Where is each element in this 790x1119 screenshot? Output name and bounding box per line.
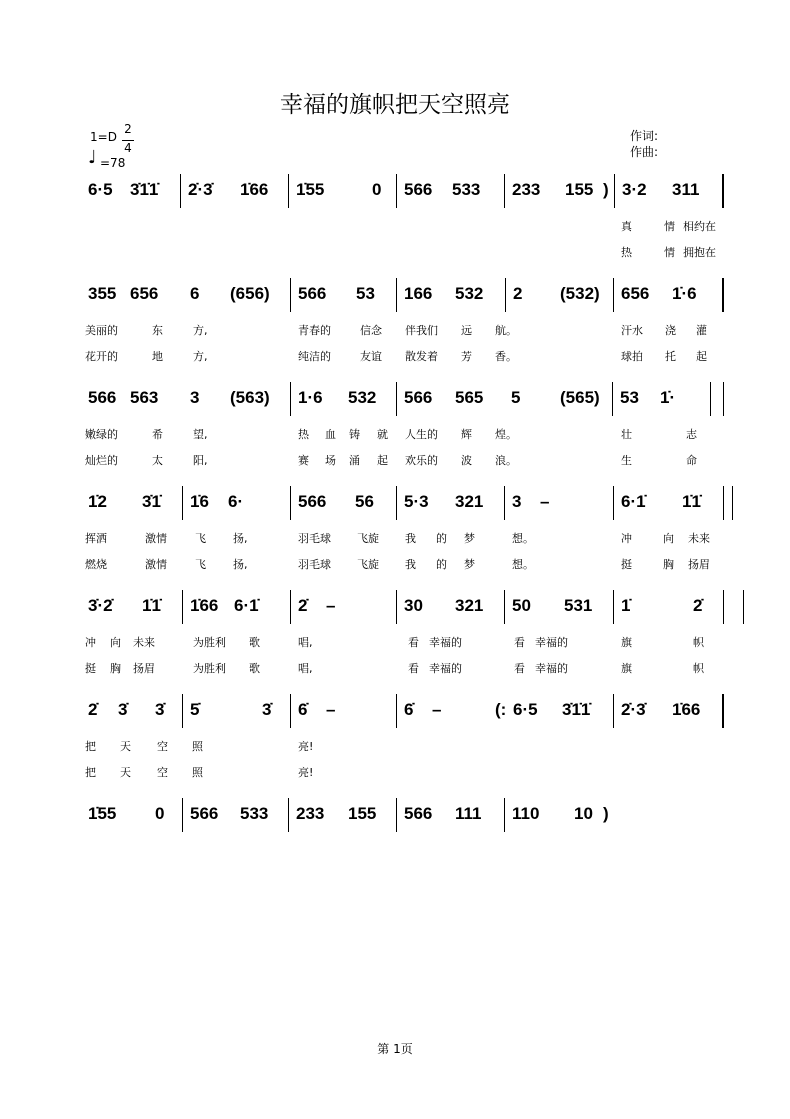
lyric-word: 壮: [621, 428, 632, 441]
lyric-word: 歌: [249, 662, 260, 675]
note-group: 2̇: [693, 596, 703, 615]
lyric-word: 挥洒: [85, 532, 107, 545]
lyric-word: 生: [621, 454, 632, 467]
lyric-word: 浪。: [495, 454, 517, 467]
lyric-word: 把: [85, 740, 96, 753]
note-group: 6·: [228, 492, 244, 511]
bar-line: [290, 278, 291, 312]
lyric-word: 欢乐的: [405, 454, 438, 467]
notation-line: [0, 484, 790, 524]
bar-line: [504, 174, 505, 208]
lyric-word: 伴我们: [405, 324, 438, 337]
lyric-word: 相约在: [683, 220, 716, 233]
lyric-word: 散发着: [405, 350, 438, 363]
page-number: 第 1页: [377, 1042, 413, 1056]
lyric-word: 飞: [195, 558, 206, 571]
note-group: –: [432, 700, 442, 719]
note-group: 5: [511, 388, 521, 407]
lyric-line-1: [0, 218, 790, 234]
lyric-word: 方,: [193, 324, 208, 337]
lyric-word: 纯洁的: [298, 350, 331, 363]
bar-line: [290, 486, 291, 520]
lyricist-label: 作词:: [630, 129, 659, 143]
note-group: 6·1̇: [621, 492, 646, 511]
bar-line: [396, 486, 397, 520]
lyric-word: 看: [514, 662, 525, 675]
note-group: 3·2: [622, 180, 647, 199]
lyric-word: 煌。: [495, 428, 517, 441]
lyric-word: 浇: [665, 324, 676, 337]
note-group: 5̇: [190, 700, 200, 719]
lyric-word: 波: [461, 454, 472, 467]
note-group: –: [326, 596, 336, 615]
note-group: 110: [512, 804, 540, 823]
note-group: 533: [452, 180, 481, 199]
lyric-line-1: [0, 426, 790, 442]
note-group: (565): [560, 388, 600, 407]
lyric-word: 天: [120, 740, 131, 753]
bar-line: [396, 174, 397, 208]
lyric-word: 望,: [193, 428, 208, 441]
lyric-word: 热: [298, 428, 309, 441]
bar-line: [505, 278, 506, 312]
note-group: 166: [404, 284, 433, 303]
note-group: 3̇1̇1̇: [130, 180, 159, 199]
lyric-word: 起: [377, 454, 388, 467]
lyric-word: 信念: [360, 324, 382, 337]
lyric-line-2: [0, 452, 790, 468]
note-group: 566: [404, 804, 433, 823]
lyric-line-2: [0, 244, 790, 260]
bar-line: [732, 486, 733, 520]
lyric-word: 热: [621, 246, 632, 259]
lyric-word: 冲: [621, 532, 632, 545]
note-group: 6: [190, 284, 200, 303]
note-group: 1̇55: [88, 804, 117, 823]
lyric-word: 花开的: [85, 350, 118, 363]
bar-line: [396, 382, 397, 416]
note-group: 1̇6: [190, 492, 209, 511]
note-group: 565: [455, 388, 484, 407]
bar-line: [288, 174, 289, 208]
note-group: 1̇1̇: [142, 596, 161, 615]
lyric-word: 飞: [195, 532, 206, 545]
lyric-word: 歌: [249, 636, 260, 649]
lyric-word: 把: [85, 766, 96, 779]
lyric-word: 我: [405, 558, 416, 571]
note-group: 563: [130, 388, 159, 407]
lyric-word: 想。: [512, 558, 534, 571]
note-group: 2: [513, 284, 523, 303]
note-group: (:: [495, 700, 507, 719]
lyric-word: 激情: [145, 532, 167, 545]
bar-line: [723, 278, 724, 312]
bar-line: [182, 590, 183, 624]
lyric-word: 赛: [298, 454, 309, 467]
bar-line: [612, 382, 613, 416]
lyric-word: 看: [408, 662, 419, 675]
lyric-word: 飞旋: [357, 532, 379, 545]
lyric-word: 志: [686, 428, 697, 441]
note-group: 3̇: [262, 700, 272, 719]
note-group: 1̇66: [672, 700, 701, 719]
note-group: 355: [88, 284, 117, 303]
note-group: 531: [564, 596, 593, 615]
bar-line: [614, 174, 615, 208]
note-group: 1̇2: [88, 492, 107, 511]
lyric-word: 空: [157, 740, 168, 753]
note-group: 1̇·6: [672, 284, 697, 303]
lyric-word: 我: [405, 532, 416, 545]
notation-line: [0, 588, 790, 628]
note-group: (656): [230, 284, 270, 303]
lyric-line-2: [0, 348, 790, 364]
lyric-word: 旗: [621, 636, 632, 649]
lyric-word: 地: [152, 350, 163, 363]
note-group: 155: [348, 804, 377, 823]
notation-line: [0, 692, 790, 732]
lyric-word: 羽毛球: [298, 558, 331, 571]
lyric-word: 为胜利: [193, 662, 226, 675]
lyric-word: 胸: [110, 662, 121, 675]
bar-line: [613, 486, 614, 520]
note-group: 233: [512, 180, 541, 199]
note-group: 1̇·: [660, 388, 676, 407]
bar-line: [504, 486, 505, 520]
lyric-word: 场: [325, 454, 336, 467]
bar-line: [613, 278, 614, 312]
lyric-word: 燃烧: [85, 558, 107, 571]
lyric-word: 球拍: [621, 350, 643, 363]
lyric-word: 为胜利: [193, 636, 226, 649]
bar-line: [396, 278, 397, 312]
bar-line: [396, 694, 397, 728]
lyric-word: 空: [157, 766, 168, 779]
note-group: 155: [565, 180, 594, 199]
lyric-word: 扬,: [233, 532, 248, 545]
note-group: 566: [298, 284, 327, 303]
lyric-word: 挺: [85, 662, 96, 675]
bar-line: [710, 382, 711, 416]
lyric-word: 扬眉: [688, 558, 710, 571]
notation-line: [0, 796, 790, 836]
bar-line: [290, 590, 291, 624]
lyric-word: 向: [663, 532, 674, 545]
lyric-word: 帜: [693, 662, 704, 675]
lyric-word: 未来: [133, 636, 155, 649]
note-group: (563): [230, 388, 270, 407]
tempo-marking: =78: [100, 156, 126, 170]
lyric-word: 铸: [349, 428, 360, 441]
note-group: 566: [298, 492, 327, 511]
notation-line: [0, 380, 790, 420]
lyric-word: 情: [664, 220, 675, 233]
page-title: 幸福的旗帜把天空照亮: [280, 92, 510, 118]
note-group: 532: [455, 284, 484, 303]
lyric-word: 汗水: [621, 324, 643, 337]
lyric-word: 涌: [349, 454, 360, 467]
note-group: 566: [190, 804, 219, 823]
lyric-word: 起: [696, 350, 707, 363]
note-group: 6̇: [298, 700, 308, 719]
note-group: 2̇·3̇: [188, 180, 213, 199]
note-group: 566: [404, 388, 433, 407]
note-group: 111: [455, 804, 482, 823]
time-signature-denominator: 4: [124, 141, 132, 155]
bar-line: [723, 590, 724, 624]
note-group: –: [326, 700, 336, 719]
lyric-word: 航。: [495, 324, 517, 337]
lyric-word: 远: [461, 324, 472, 337]
lyric-word: 亮!: [298, 766, 314, 779]
lyric-word: 灌: [696, 324, 707, 337]
note-group: 566: [404, 180, 433, 199]
note-group: 1̇: [621, 596, 631, 615]
lyric-word: 人生的: [405, 428, 438, 441]
bar-line: [182, 798, 183, 832]
lyric-word: 唱,: [298, 636, 313, 649]
lyric-word: 命: [686, 454, 697, 467]
note-group: 3̇1̇: [142, 492, 161, 511]
note-group: (532): [560, 284, 600, 303]
note-group: 6·5: [88, 180, 113, 199]
quarter-note-icon: ♩: [88, 147, 97, 168]
bar-line: [288, 798, 289, 832]
note-group: 532: [348, 388, 377, 407]
lyric-word: 就: [377, 428, 388, 441]
lyric-word: 辉: [461, 428, 472, 441]
lyric-word: 青春的: [298, 324, 331, 337]
note-group: 6̇: [404, 700, 414, 719]
lyric-word: 挺: [621, 558, 632, 571]
lyric-word: 飞旋: [357, 558, 379, 571]
lyric-word: 嫩绿的: [85, 428, 118, 441]
composer-label: 作曲:: [630, 145, 659, 159]
note-group: –: [540, 492, 550, 511]
lyric-word: 向: [110, 636, 121, 649]
note-group: 5·3: [404, 492, 429, 511]
note-group: 50: [512, 596, 531, 615]
credits: [630, 128, 658, 160]
note-group: 10: [574, 804, 593, 823]
lyric-line-1: [0, 738, 790, 754]
bar-line: [723, 382, 724, 416]
lyric-word: 幸福的: [535, 662, 568, 675]
bar-line: [613, 590, 614, 624]
note-group: 321: [455, 492, 484, 511]
lyric-word: 照: [192, 766, 203, 779]
bar-line: [743, 590, 744, 624]
note-group: ): [603, 180, 609, 199]
lyric-word: 的: [436, 558, 447, 571]
lyric-word: 胸: [663, 558, 674, 571]
lyric-word: 情: [664, 246, 675, 259]
lyric-word: 太: [152, 454, 163, 467]
lyric-word: 激情: [145, 558, 167, 571]
notation-line: [0, 172, 790, 212]
notation-line: [0, 276, 790, 316]
lyric-word: 托: [665, 350, 676, 363]
lyric-word: 希: [152, 428, 163, 441]
note-group: 3̇: [155, 700, 165, 719]
bar-line: [182, 486, 183, 520]
lyric-word: 扬,: [233, 558, 248, 571]
lyric-word: 看: [408, 636, 419, 649]
lyric-line-1: [0, 634, 790, 650]
lyric-word: 羽毛球: [298, 532, 331, 545]
bar-line: [290, 694, 291, 728]
note-group: 233: [296, 804, 325, 823]
lyric-word: 香。: [495, 350, 517, 363]
lyric-word: 想。: [512, 532, 534, 545]
bar-line: [180, 174, 181, 208]
note-group: 6·5: [513, 700, 538, 719]
note-group: 3: [190, 388, 200, 407]
bar-line: [723, 486, 724, 520]
note-group: 1̇55: [296, 180, 325, 199]
note-group: 53: [356, 284, 375, 303]
note-group: 533: [240, 804, 269, 823]
bar-line: [182, 694, 183, 728]
note-group: 3̇·2̇: [88, 596, 113, 615]
lyric-word: 真: [621, 220, 632, 233]
lyric-word: 幸福的: [429, 662, 462, 675]
note-group: 3̇1̇1̇: [562, 700, 591, 719]
bar-line: [504, 590, 505, 624]
lyric-word: 梦: [464, 558, 475, 571]
lyric-word: 拥抱在: [683, 246, 716, 259]
bar-line: [290, 382, 291, 416]
lyric-word: 未来: [688, 532, 710, 545]
lyric-line-1: [0, 530, 790, 546]
key-signature: 1=D: [90, 130, 117, 144]
lyric-word: 帜: [693, 636, 704, 649]
lyric-word: 美丽的: [85, 324, 118, 337]
note-group: 56: [355, 492, 374, 511]
lyric-word: 芳: [461, 350, 472, 363]
lyric-word: 旗: [621, 662, 632, 675]
note-group: 3̇: [118, 700, 128, 719]
lyric-word: 看: [514, 636, 525, 649]
lyric-word: 天: [120, 766, 131, 779]
time-signature-numerator: 2: [124, 122, 132, 136]
lyric-line-1: [0, 322, 790, 338]
lyric-word: 照: [192, 740, 203, 753]
note-group: 6·1̇: [234, 596, 259, 615]
note-group: ): [603, 804, 609, 823]
lyric-word: 友谊: [360, 350, 382, 363]
note-group: 2̇: [298, 596, 308, 615]
note-group: 321: [455, 596, 484, 615]
note-group: 311: [672, 180, 700, 199]
lyric-word: 梦: [464, 532, 475, 545]
lyric-line-2: [0, 764, 790, 780]
lyric-word: 扬眉: [133, 662, 155, 675]
bar-line: [396, 590, 397, 624]
note-group: 1·6: [298, 388, 323, 407]
note-group: 30: [404, 596, 423, 615]
note-group: 0: [372, 180, 382, 199]
note-group: 1̇66: [190, 596, 219, 615]
note-group: 656: [130, 284, 159, 303]
note-group: 2̇·3̇: [621, 700, 646, 719]
bar-line: [504, 798, 505, 832]
note-group: 2̇: [88, 700, 98, 719]
lyric-word: 亮!: [298, 740, 314, 753]
lyric-line-2: [0, 556, 790, 572]
lyric-word: 方,: [193, 350, 208, 363]
lyric-word: 阳,: [193, 454, 208, 467]
lyric-word: 幸福的: [535, 636, 568, 649]
lyric-word: 幸福的: [429, 636, 462, 649]
lyric-word: 冲: [85, 636, 96, 649]
note-group: 656: [621, 284, 650, 303]
note-group: 3: [512, 492, 522, 511]
note-group: 1̇1̇: [682, 492, 701, 511]
lyric-word: 灿烂的: [85, 454, 118, 467]
lyric-word: 血: [325, 428, 336, 441]
lyric-word: 的: [436, 532, 447, 545]
lyric-word: 唱,: [298, 662, 313, 675]
bar-line: [613, 694, 614, 728]
bar-line: [396, 798, 397, 832]
lyric-line-2: [0, 660, 790, 676]
note-group: 1̇66: [240, 180, 269, 199]
note-group: 0: [155, 804, 165, 823]
note-group: 53: [620, 388, 639, 407]
lyric-word: 东: [152, 324, 163, 337]
bar-line: [723, 694, 724, 728]
bar-line: [723, 174, 724, 208]
note-group: 566: [88, 388, 117, 407]
